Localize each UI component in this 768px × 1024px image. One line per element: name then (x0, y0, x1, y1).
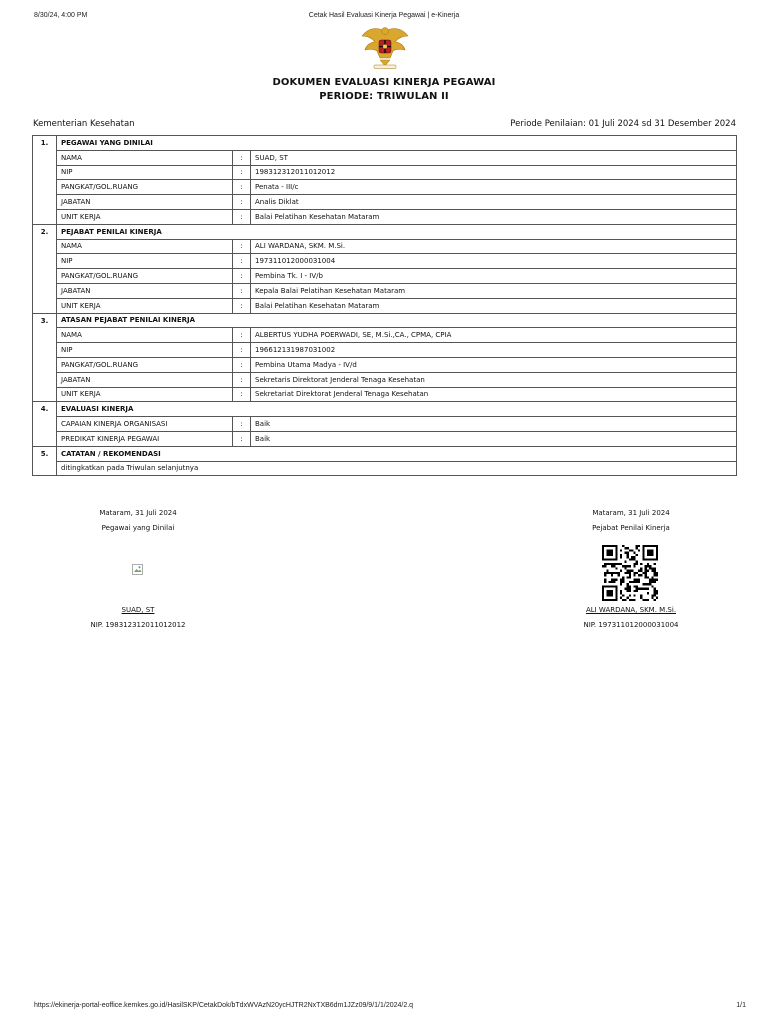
field-value: 198312312011012012 (251, 165, 737, 180)
field-label: PANGKAT/GOL.RUANG (57, 357, 233, 372)
ministry-name: Kementerian Kesehatan (33, 119, 135, 129)
table-row (33, 254, 737, 269)
field-value: Sekretaris Direktorat Jenderal Tenaga Kesehatan (251, 372, 737, 387)
section-title: ATASAN PEJABAT PENILAI KINERJA (57, 313, 737, 328)
table-row (33, 195, 737, 210)
field-label: NIP (57, 254, 233, 269)
colon: : (233, 269, 251, 284)
colon: : (233, 328, 251, 343)
field-value: Analis Diklat (251, 195, 737, 210)
section-number: 3. (33, 313, 57, 402)
field-value: Baik (251, 417, 737, 432)
recommendation-note: ditingkatkan pada Triwulan selanjutnya (57, 461, 737, 476)
table-row (33, 372, 737, 387)
print-url: https://ekinerja-portal-eoffice.kemkes.go.id/HasilSKP/CetakDok/bTdxWVAzN20ycHJTR2NxTXB6dm1JZz09/9/1/1/2024/2.q (34, 1002, 414, 1009)
signature-role: Pegawai yang Dinilai (101, 524, 175, 532)
field-label: NIP (57, 165, 233, 180)
colon: : (233, 343, 251, 358)
field-label: UNIT KERJA (57, 209, 233, 224)
signature-role: Pejabat Penilai Kinerja (592, 524, 670, 532)
section-header (33, 313, 737, 328)
field-value: ALBERTUS YUDHA POERWADI, SE, M.Si.,CA., CPMA, CPIA (251, 328, 737, 343)
field-value: Penata - III/c (251, 180, 737, 195)
signature-place-date: Mataram, 31 Juli 2024 (592, 509, 670, 517)
section-title: CATATAN / REKOMENDASI (57, 446, 737, 461)
colon: : (233, 254, 251, 269)
section-header (33, 136, 737, 151)
field-label: JABATAN (57, 283, 233, 298)
field-value: 196612131987031002 (251, 343, 737, 358)
field-label: UNIT KERJA (57, 387, 233, 402)
table-row (33, 239, 737, 254)
signature-image-area (531, 536, 731, 603)
colon: : (233, 195, 251, 210)
field-value: Sekretariat Direktorat Jenderal Tenaga Kesehatan (251, 387, 737, 402)
colon: : (233, 150, 251, 165)
broken-image-icon (132, 564, 143, 575)
evaluation-table (32, 135, 737, 476)
table-row (33, 150, 737, 165)
field-value: Balai Pelatihan Kesehatan Mataram (251, 209, 737, 224)
signature-image-area (38, 536, 238, 603)
section-header (33, 224, 737, 239)
field-value: Balai Pelatihan Kesehatan Mataram (251, 298, 737, 313)
field-value: Pembina Tk. I - IV/b (251, 269, 737, 284)
colon: : (233, 239, 251, 254)
table-row (33, 298, 737, 313)
field-label: UNIT KERJA (57, 298, 233, 313)
table-row (33, 283, 737, 298)
field-value: Pembina Utama Madya - IV/d (251, 357, 737, 372)
signer-name: ALI WARDANA, SKM. M.Si. (585, 606, 677, 614)
table-row (33, 417, 737, 432)
field-label: NAMA (57, 150, 233, 165)
signer-name: SUAD, ST (121, 606, 155, 614)
document-title-block (0, 76, 768, 104)
field-value: 197311012000031004 (251, 254, 737, 269)
section-number: 2. (33, 224, 57, 313)
section-header (33, 446, 737, 461)
field-value: ALI WARDANA, SKM. M.Si. (251, 239, 737, 254)
field-label: PANGKAT/GOL.RUANG (57, 269, 233, 284)
field-value: SUAD, ST (251, 150, 737, 165)
table-row (33, 165, 737, 180)
qr-code-icon (602, 545, 658, 601)
section-header (33, 402, 737, 417)
table-row (33, 357, 737, 372)
section-title: PEJABAT PENILAI KINERJA (57, 224, 737, 239)
colon: : (233, 357, 251, 372)
section-number: 5. (33, 446, 57, 476)
field-value: Baik (251, 431, 737, 446)
field-label: NAMA (57, 239, 233, 254)
table-row (33, 461, 737, 476)
table-row (33, 180, 737, 195)
print-datetime: 8/30/24, 4:00 PM (34, 12, 88, 19)
field-label: PREDIKAT KINERJA PEGAWAI (57, 431, 233, 446)
garuda-pancasila-icon (360, 22, 410, 72)
colon: : (233, 387, 251, 402)
colon: : (233, 372, 251, 387)
assessment-period: Periode Penilaian: 01 Juli 2024 sd 31 Desember 2024 (510, 119, 736, 129)
table-row (33, 328, 737, 343)
section-title: PEGAWAI YANG DINILAI (57, 136, 737, 151)
table-row (33, 431, 737, 446)
print-page-number: 1/1 (736, 1002, 746, 1009)
table-row (33, 269, 737, 284)
signature-block-employee (38, 506, 238, 633)
section-number: 4. (33, 402, 57, 446)
signature-place-date: Mataram, 31 Juli 2024 (99, 509, 177, 517)
colon: : (233, 165, 251, 180)
field-label: CAPAIAN KINERJA ORGANISASI (57, 417, 233, 432)
period-title: PERIODE: TRIWULAN II (319, 91, 449, 102)
colon: : (233, 417, 251, 432)
signer-nip: NIP. 198312312011012012 (90, 621, 186, 629)
colon: : (233, 209, 251, 224)
document-title: DOKUMEN EVALUASI KINERJA PEGAWAI (272, 77, 496, 88)
colon: : (233, 283, 251, 298)
table-row (33, 387, 737, 402)
field-label: NIP (57, 343, 233, 358)
field-value: Kepala Balai Pelatihan Kesehatan Mataram (251, 283, 737, 298)
field-label: JABATAN (57, 372, 233, 387)
table-row (33, 343, 737, 358)
field-label: PANGKAT/GOL.RUANG (57, 180, 233, 195)
field-label: JABATAN (57, 195, 233, 210)
signer-nip: NIP. 197311012000031004 (583, 621, 679, 629)
print-page-title: Cetak Hasil Evaluasi Kinerja Pegawai | e-Kinerja (308, 12, 460, 19)
table-row (33, 209, 737, 224)
colon: : (233, 431, 251, 446)
field-label: NAMA (57, 328, 233, 343)
colon: : (233, 180, 251, 195)
section-number: 1. (33, 136, 57, 225)
section-title: EVALUASI KINERJA (57, 402, 737, 417)
colon: : (233, 298, 251, 313)
signature-block-assessor (531, 506, 731, 633)
